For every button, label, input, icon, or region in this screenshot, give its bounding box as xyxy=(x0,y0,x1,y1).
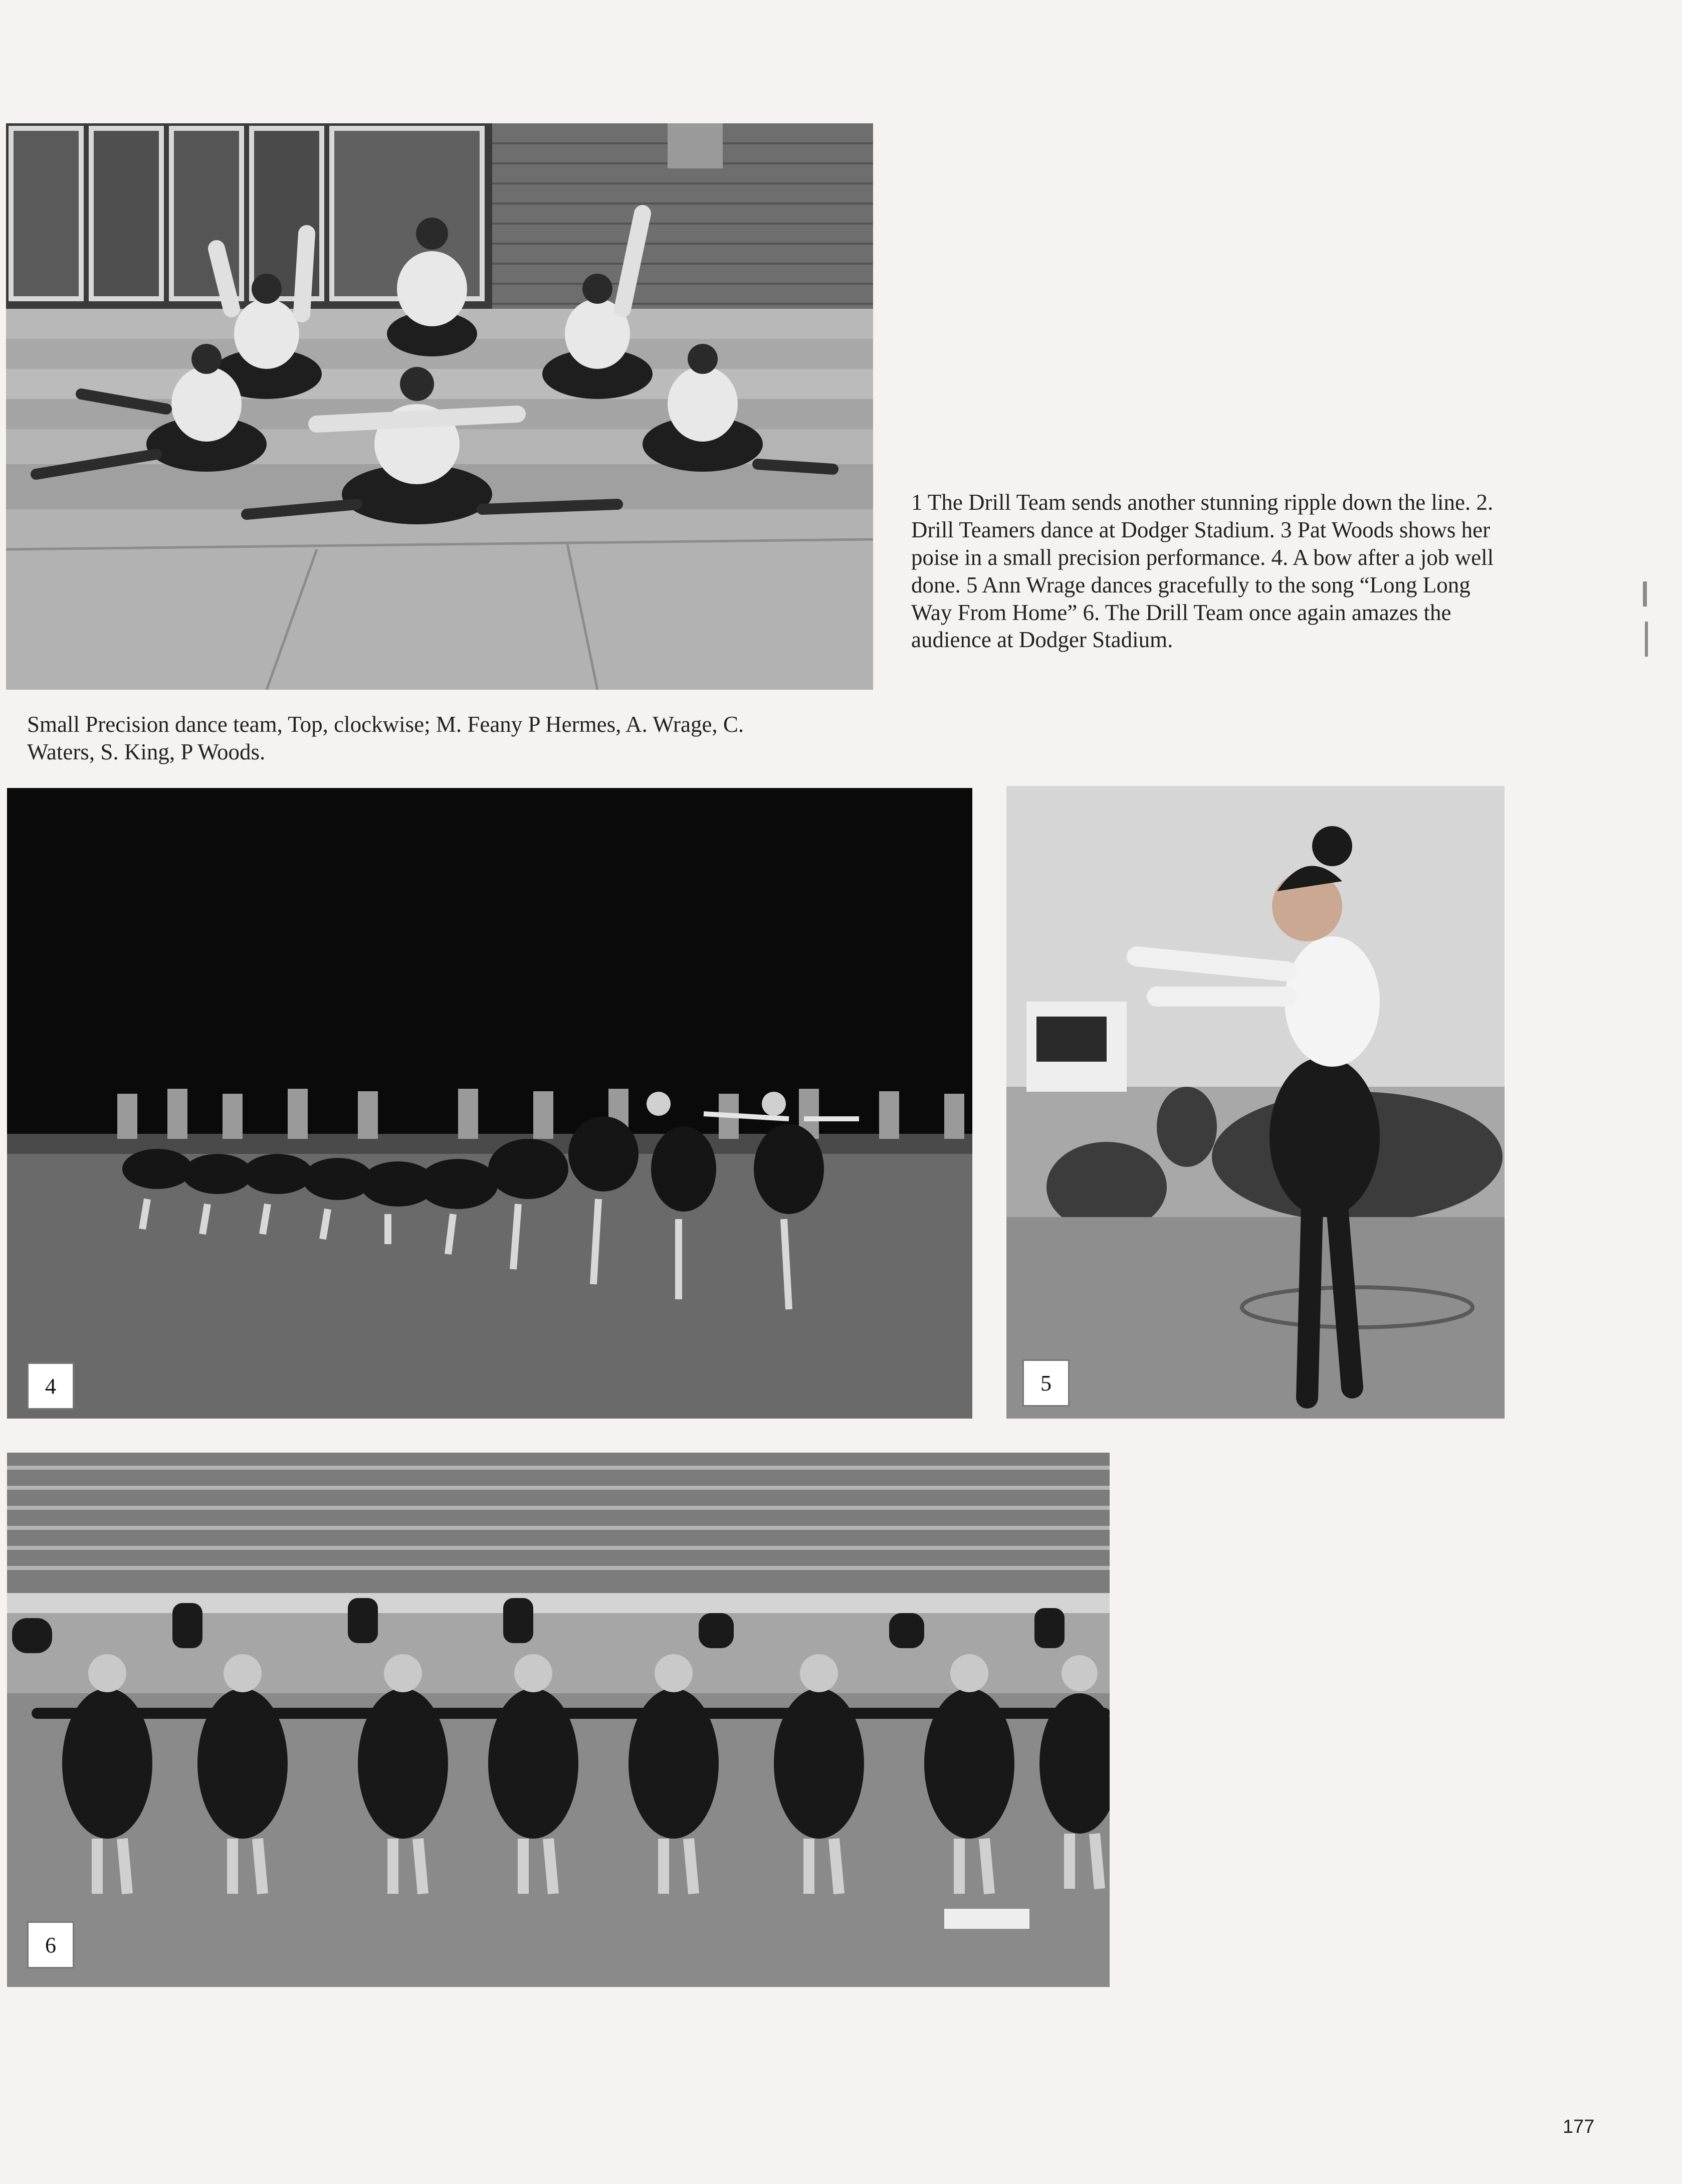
photo-precision-team-steps-image xyxy=(6,123,873,690)
scan-edge-mark xyxy=(1643,581,1647,607)
photo1-caption: Small Precision dance team, Top, clockwise; M. Feany P Hermes, A. Wrage, C. Waters, S. King, P Woods. xyxy=(27,712,744,764)
photo-5-image xyxy=(1006,786,1505,1419)
photo-5-number: 5 xyxy=(1022,1359,1070,1407)
scan-edge-mark xyxy=(1645,622,1648,657)
photo-6-drill-team-line xyxy=(7,1453,1110,1987)
photo-4-bow-on-field xyxy=(7,788,972,1419)
photo-5-solo-dancer xyxy=(1006,786,1505,1419)
photo-6-number: 6 xyxy=(27,1921,74,1968)
photo-captions: 1 The Drill Team sends another stunning ripple down the line. 2. Drill Teamers dance at Dodger Stadium. 3 Pat Woods shows her poise in a small precision performance. 4. A bow after a job well done. 5 Ann Wrage dances gracefully to the song “Long Long Way From Home” 6. The Drill Team once again amazes the audience at Dodger Stadium. xyxy=(911,490,1494,653)
photo-4-number: 4 xyxy=(27,1362,74,1410)
page-number: 177 xyxy=(1563,2116,1595,2137)
photo-6-image xyxy=(7,1453,1110,1987)
photo-precision-team-steps xyxy=(6,123,873,690)
photo-4-image xyxy=(7,788,972,1419)
